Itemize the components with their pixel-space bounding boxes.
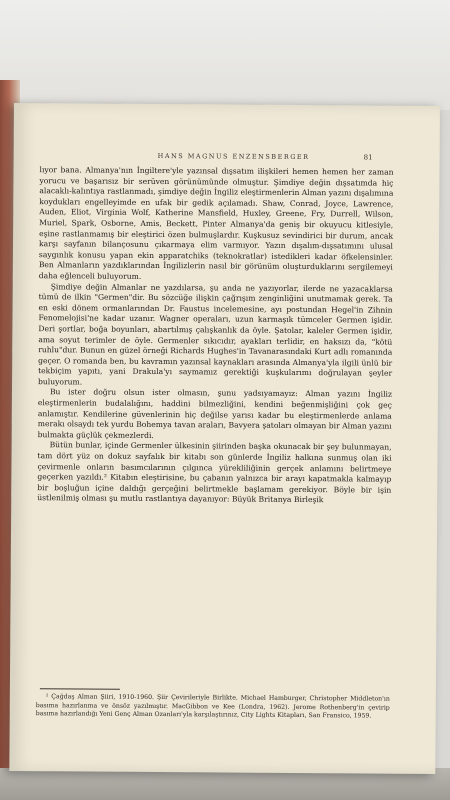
paragraph: lıyor bana. Almanya'nın İngiltere'yle yazınsal dışsatım ilişkileri hemen hemen her zaman yorucu ve başarısız bir serüven görünümünde olmuştur. Şimdiye değin dışsatımda hiç alacaklı-kalıntıya rastlanmadı, şimdiye değin İngiliz eleştirmenlerin Alman yazını dışalımına koydukları engelleyimde en ufak bir gedik açılamadı. Shaw, Conrad, Joyce, Lawrence, Auden, Eliot, Virginia Wolf, Katherine Mansfield, Huxley, Greene, Fry, Durrell, Wilson, Muriel, Spark, Osborne, Amis, Beckett, Pinter Almanya'da geniş bir okuyucu kitlesiyle, eşine rastlanmamış bir eleştirici özen bulmuşlardır. Kuşkusuz sevindirici bir durum, ancak karşı sayfanın bilançosunu çıkarmaya elim varmıyor. Yazın dışalım-dışsatımını ulusal saygınlık konusu yapan ekin apparatchiks (teknokratlar) istedikleri kadar öfkelensinler. Ben Almanların yazdıklarından İngilizlerin nasıl bir görünüm oluşturduklarını sergilemeyi daha eğlenceli buluyorum. [38, 165, 394, 281]
footnote [36, 693, 390, 721]
photo-background [0, 0, 450, 110]
paragraph: Bu ister doğru olsun ister olmasın, şunu yadsıyamayız: Alman yazını İngiliz eleştirmenlerin budalalığını, haddini bilmezliğini, kendini beğenmişliğini çok geç anlamıştır. Kendilerine güvenlerinin hiç değilse yarısı kadar bu eleştirmenlerde anlama merakı olsaydı tek yurdu Bohemya tavan araları, Bavyera şatoları olmayan bir Alman yazını bulmakta güçlük çekmezlerdi. [37, 387, 393, 440]
paragraph: Bütün bunlar, içinde Germenler ülkesinin şiirinden başka okunacak bir şey bulunmayan, tam dört yüz on dokuz sayfalık bir kitabı son günlerde İngiliz halkına sunmuş olan iki çevirmenle onların basımcılarının çılgınca yürekliliğinin gerçek anlamını belirtmeye geçerken yazıldı.² Kitabın eleştirisine, bu çabanın yalnızca bir arayı kapatmakla kalmayıp bir boşluğun içine daldığı gerçeğini belirtmekle başlamam gerekiyor. Böyle bir işin üstlenilmiş olması şu mutlu rastlantıya dayanıyor: Büyük Britanya Birleşik [37, 440, 392, 505]
footnote-rule [40, 688, 120, 690]
running-head: HANS MAGNUS ENZENSBERGER [157, 152, 310, 162]
paragraph: Şimdiye değin Almanlar ne yazdılarsa, şu anda ne yazıyorlar, ilerde ne yazacaklarsa tümü de ilkin "Germen"dir. Bu sözcüğe ilişkin çağrışım zenginliğini unutmamak gerek. Ta en eski dönem ormanlarından Dr. Faustus incelemesine, ayı postundan Hegel'in Zihnin Fenomelojisi'ne kadar uzanır. Wagner operaları, uzun karmaşık tümceler Germen işidir. Deri şortlar, boğa boyunları, abartılmış çalışkanlık da öyle. Şatolar, kaleler Germen işidir, ama soyut terimler de öyle. Germenler sıkıcıdır, ayakları terlidir, en haksızı da, "kötü ruhlu"dur. Bunun en güzel örneği Richards Hughes'in Tavanarasındaki Kurt adlı romanında geçer. O romanda ben, bu kavramın yazınsal kaynakları arasında Almanya'yla ilgili ünlü bir tekbiçim yapıtı, yani Drakula'yı saymamız gerektiği kuşkularımı doğrulayan şeyler buluyorum. [38, 281, 393, 387]
footnote-text: ² Çağdaş Alman Şiiri, 1910-1960. Şiir Çevirileriyle Birlikte. Michael Hamburger, Christopher Middleton'ın basıma hazırlanma ve önsöz yazılmıştır. MacGibbon ve Kee (Londra, 1962). Jerome Rothenberg'in çevirip basıma hazırlandığı Yeni Genç Alman Ozanları'yla karşılaştırınız, City Lights Kitapları, San Fransico, 1959. [35, 693, 390, 720]
book-page [9, 103, 440, 774]
body-text [37, 165, 393, 506]
page-number: 81 [363, 153, 373, 162]
